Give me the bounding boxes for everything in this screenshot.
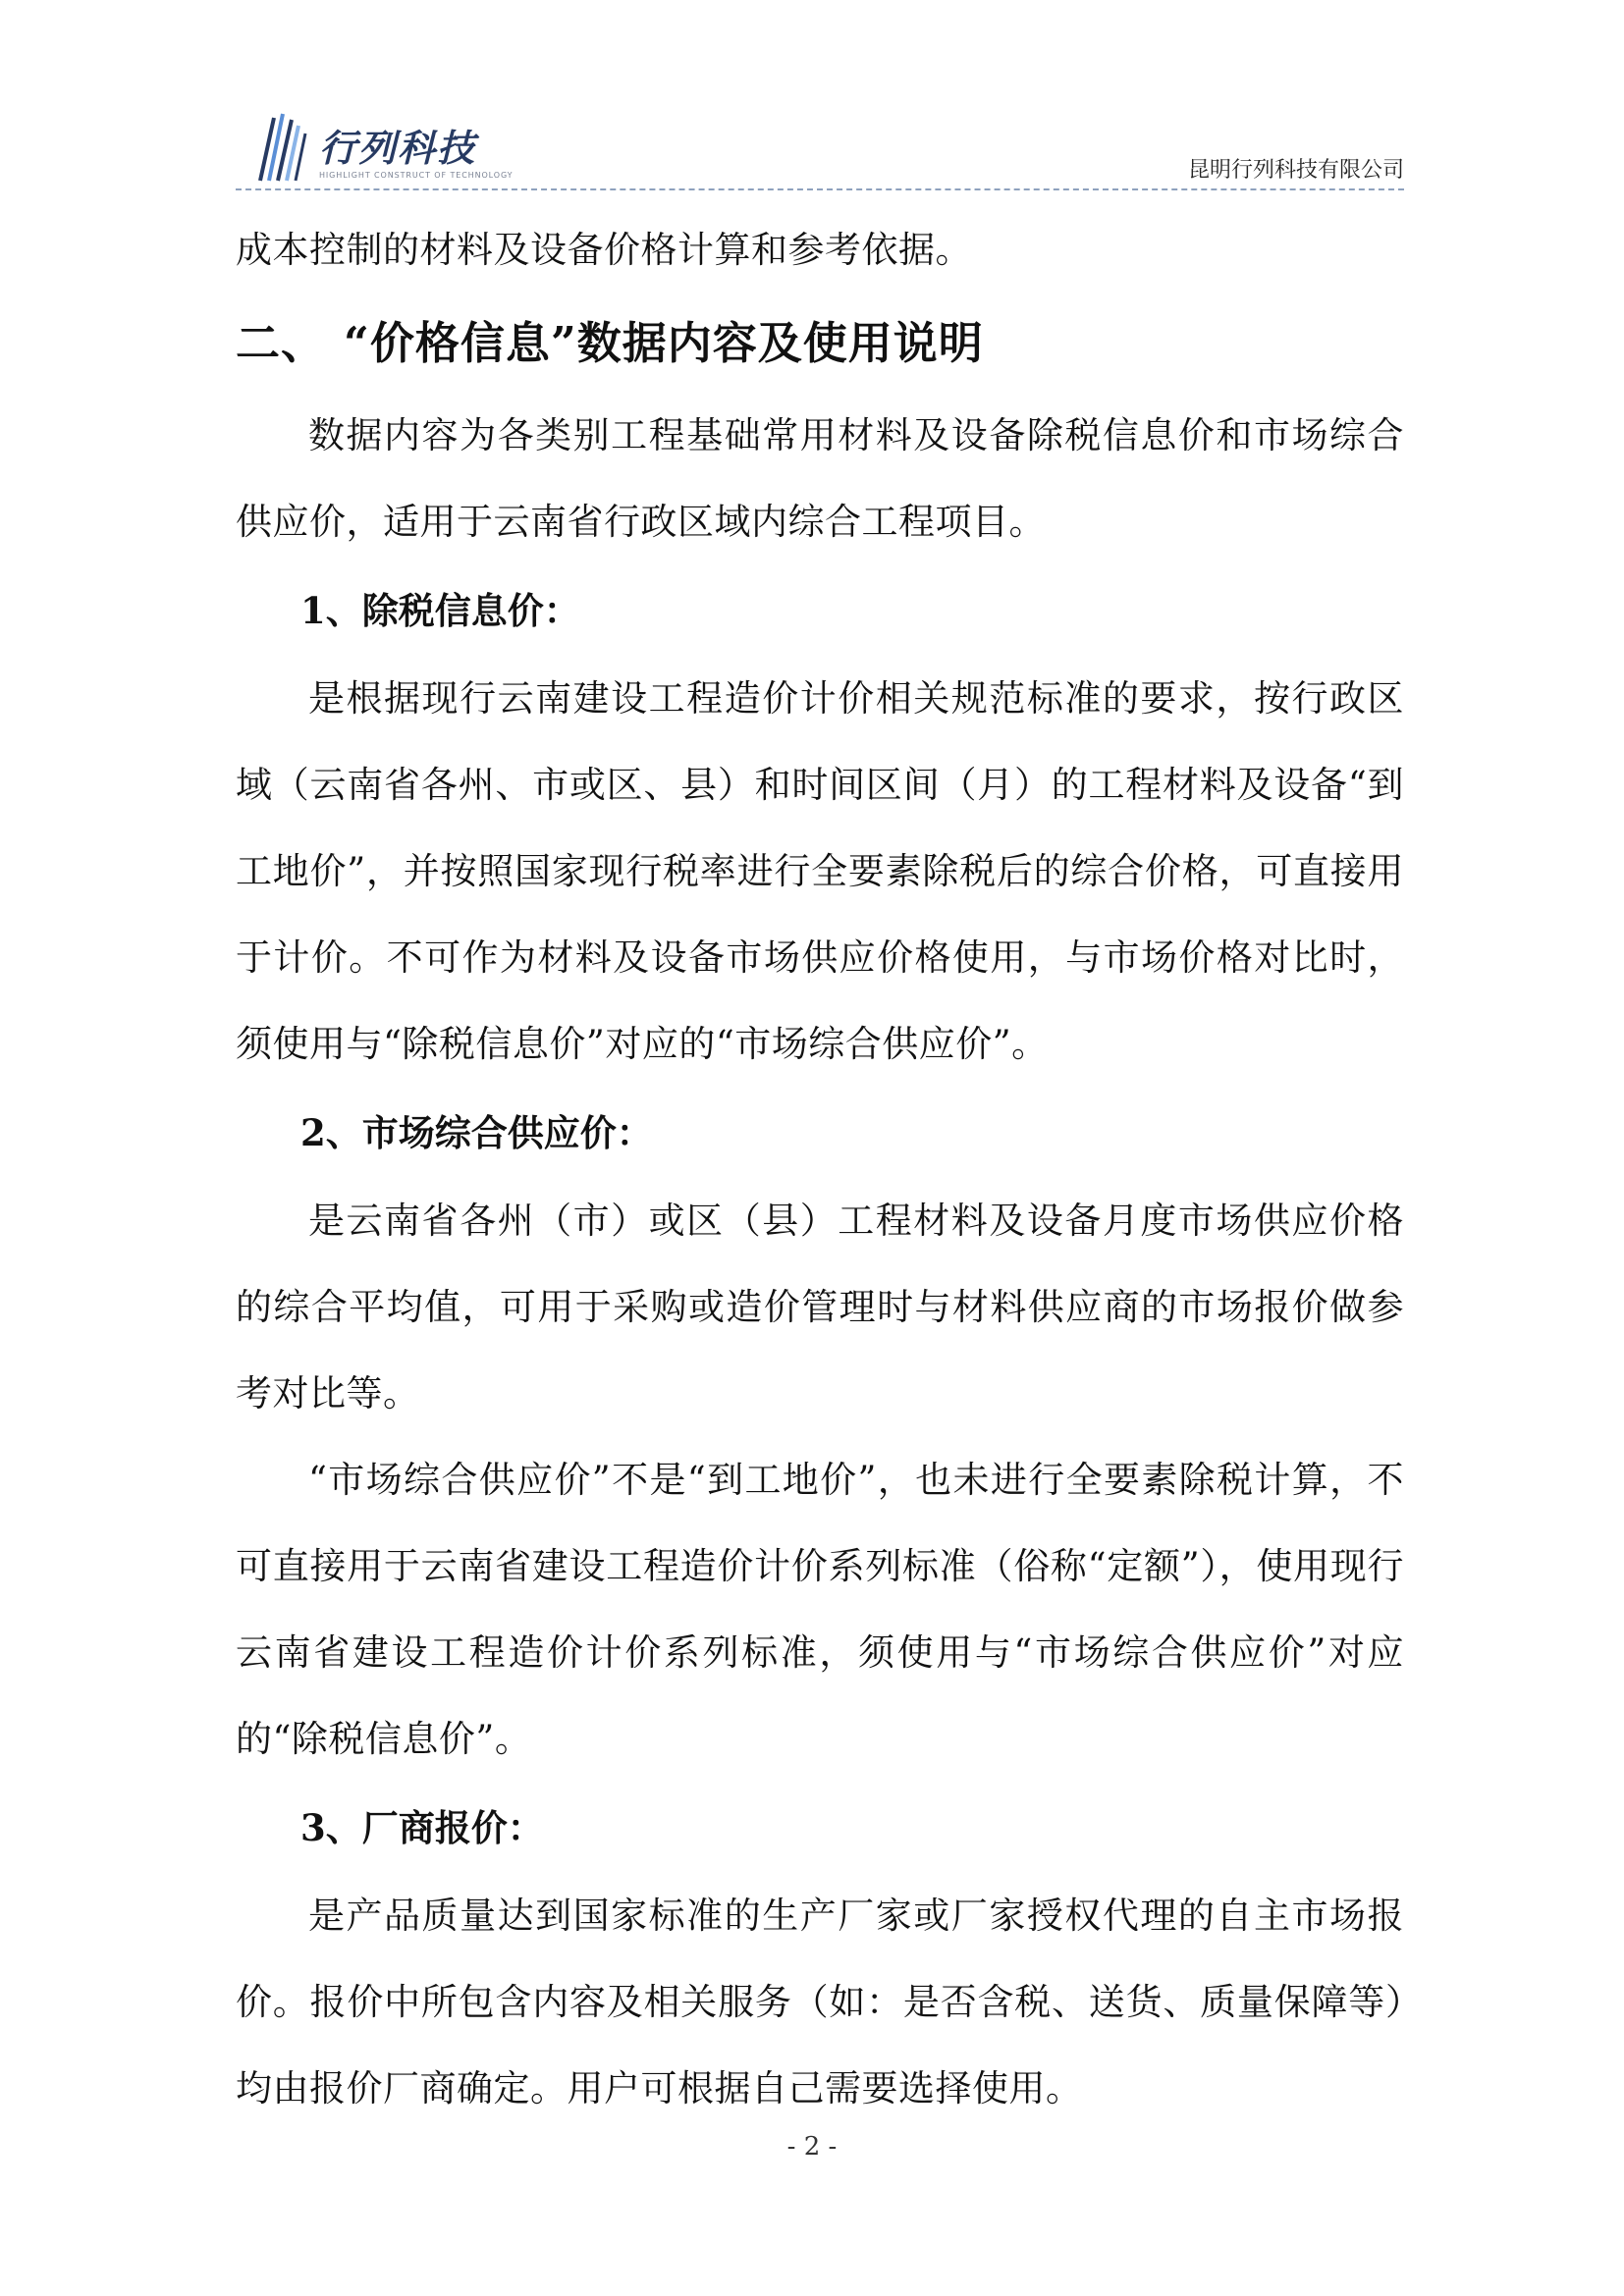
- section-intro-paragraph: 数据内容为各类别工程基础常用材料及设备除税信息价和市场综合供应价，适用于云南省行政区域内综合工程项目。: [236, 414, 1404, 543]
- logo-wordmark: 行列科技: [319, 127, 477, 170]
- item-paragraph-market-supply-note: “市场综合供应价”不是“到工地价”，也未进行全要素除税计算，不可直接用于云南省建设工程造价计价系列标准（俗称“定额”），使用现行云南省建设工程造价计价系列标准，须使用与“市场综合供应价”对应的“除税信息价”。: [236, 1459, 1404, 1760]
- page-number: - 2 -: [786, 2132, 838, 2162]
- company-logo: [241, 110, 535, 183]
- item-heading-manufacturer-quote: 3、厂商报价：: [300, 1806, 544, 1849]
- intro-continuation: 成本控制的材料及设备价格计算和参考依据。: [236, 229, 972, 271]
- section-title: “价格信息”数据内容及使用说明: [344, 317, 984, 369]
- item-paragraph-manufacturer-quote: 是产品质量达到国家标准的生产厂家或厂家授权代理的自主市场报价。报价中所包含内容及相关服务（如：是否含税、送货、质量保障等）均由报价厂商确定。用户可根据自己需要选择使用。: [236, 1895, 1404, 2109]
- section-number: 二、: [236, 317, 327, 369]
- diagonal-stripes-logo-icon: [241, 110, 309, 183]
- header-divider: [236, 188, 1404, 190]
- company-name: 昆明行列科技有限公司: [1187, 158, 1404, 183]
- page-header: [236, 106, 1404, 189]
- logo-tagline: HIGHLIGHT CONSTRUCT OF TECHNOLOGY: [319, 171, 514, 180]
- document-body: [236, 206, 1404, 2132]
- item-heading-market-supply-price: 2、市场综合供应价：: [300, 1111, 653, 1154]
- section-heading: [236, 294, 1404, 393]
- item-paragraph-market-supply-price: 是云南省各州（市）或区（县）工程材料及设备月度市场供应价格的综合平均值，可用于采购或造价管理时与材料供应商的市场报价做参考对比等。: [236, 1200, 1404, 1415]
- item-paragraph-tax-free-price: 是根据现行云南建设工程造价计价相关规范标准的要求，按行政区域（云南省各州、市或区、县）和时间区间（月）的工程材料及设备“到工地价”，并按照国家现行税率进行全要素除税后的综合价格，可直接用于计价。不可作为材料及设备市场供应价格使用，与市场价格对比时，须使用与“除税信息价”对应的“市场综合供应价”。: [236, 677, 1404, 1065]
- item-heading-tax-free-price: 1、除税信息价：: [300, 589, 580, 632]
